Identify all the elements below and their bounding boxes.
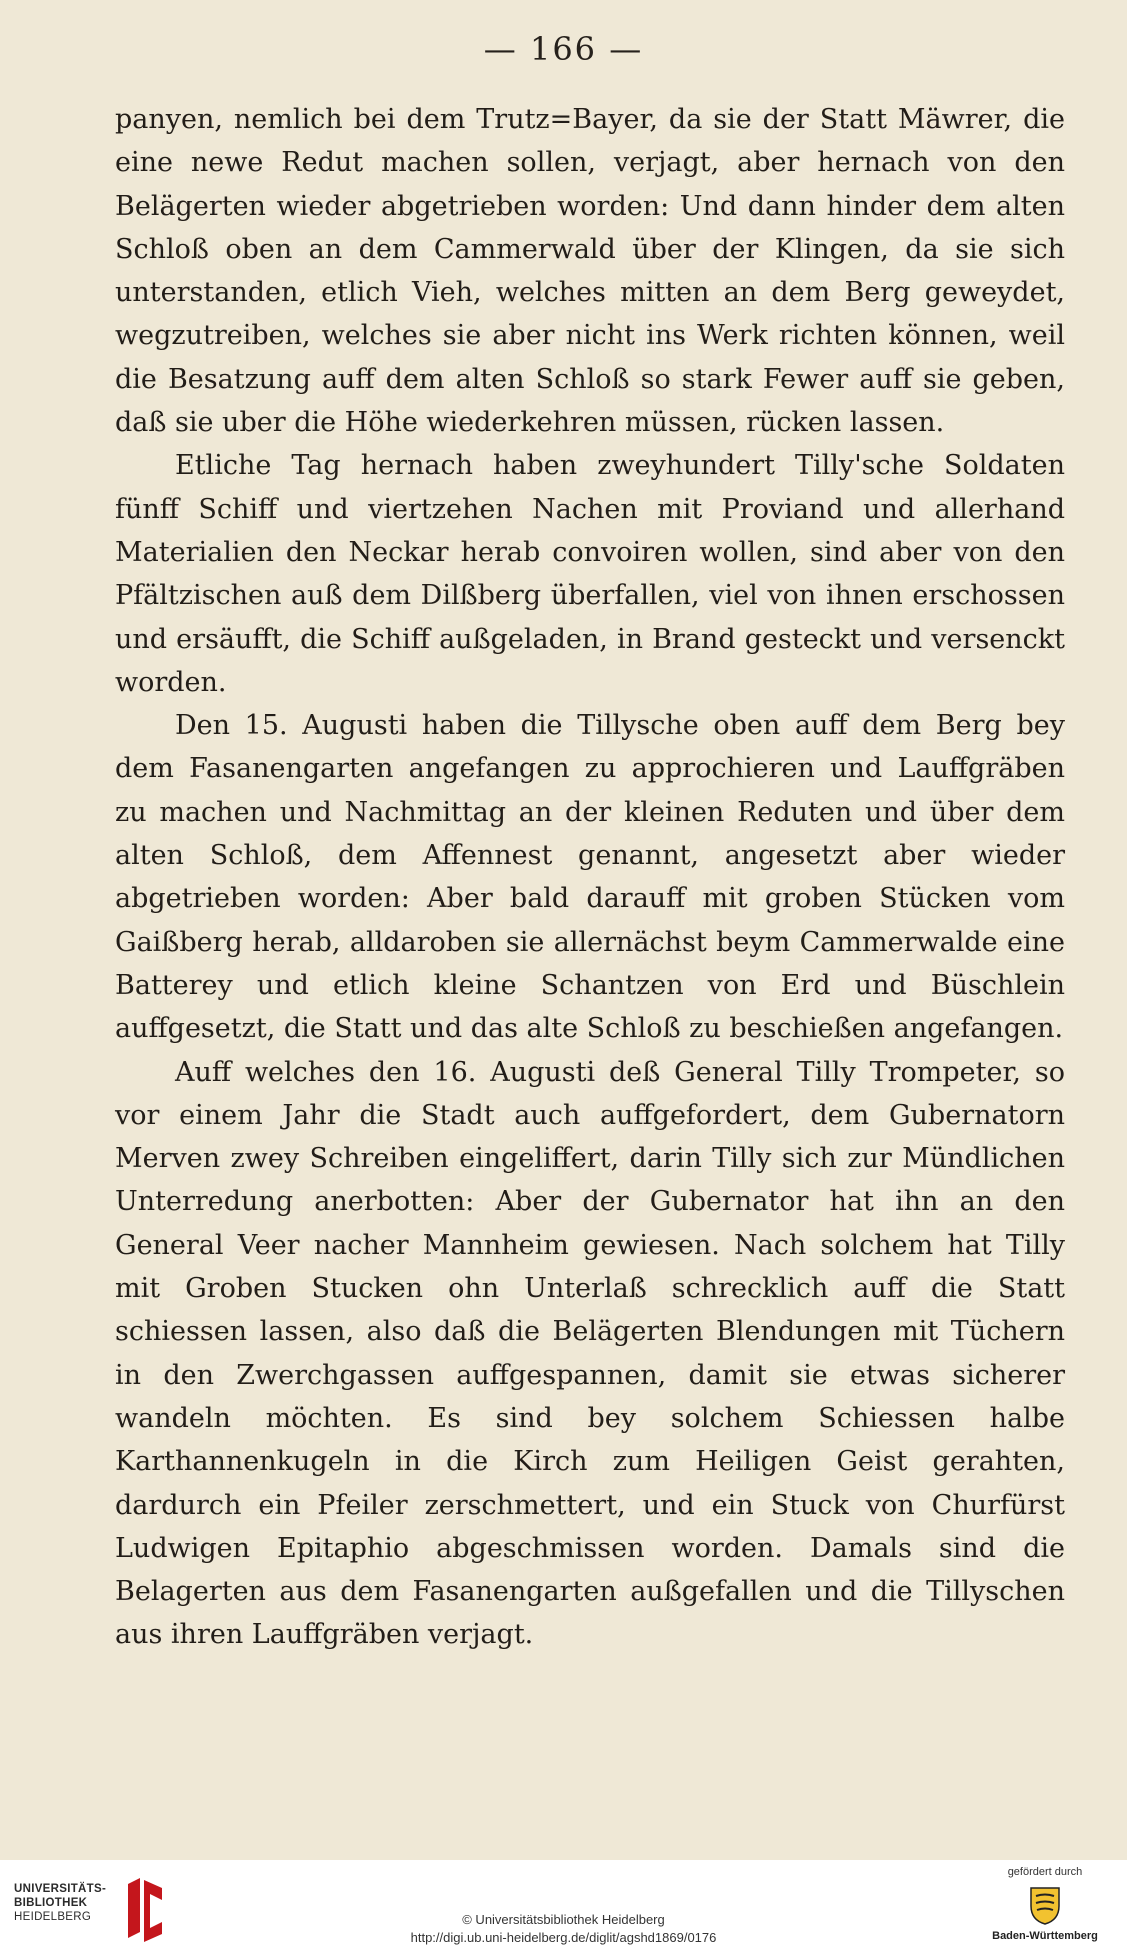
paragraph-3: Den 15. Augusti haben die Tillysche oben auff dem Berg bey dem Fasanengarten angefangen zu approchieren und Lauffgräben zu machen und Nachmittag an der kleinen Reduten und über dem alten Schloß, dem Affennest genannt, angesetzt aber wieder abgetrieben worden: Aber bald darauff mit groben Stücken vom Gaißberg herab, alldaroben sie allernächst beym Cammerwalde eine Batterey und etlich kleine Schantzen von Erd und Büschlein auffgesetzt, die Statt und das alte Schloß zu beschießen angefangen. xyxy=(115,710,1065,1045)
footer xyxy=(0,1860,1127,1954)
source-url[interactable]: http://digi.ub.uni-heidelberg.de/diglit/agshd1869/0176 xyxy=(410,1930,717,1945)
sponsor-block[interactable] xyxy=(975,1866,1115,1942)
paragraph-1: panyen, nemlich bei dem Trutz=Bayer, da sie der Statt Mäwrer, die eine newe Redut machen sollen, verjagt, aber hernach von den Belägerten wieder abgetrieben worden: Und dann hinder dem alten Schloß oben an dem Cammerwald über der Klingen, da sie sich unterstanden, etlich Vieh, welches mitten an dem Berg geweydet, wegzutreiben, welches sie aber nicht ins Werk richten können, weil die Besatzung auff dem alten Schloß so stark Fewer auff sie geben, daß sie uber die Höhe wiederkehren müssen, rücken lassen. xyxy=(115,104,1065,439)
sponsor-name: Baden-Württemberg xyxy=(992,1930,1098,1942)
sponsor-label: gefördert durch xyxy=(1007,1866,1083,1878)
page-number: — 166 — xyxy=(483,30,644,68)
body-text xyxy=(115,98,1065,1657)
coat-of-arms-icon xyxy=(1029,1884,1061,1926)
copyright-notice: © Universitätsbibliothek Heidelberg xyxy=(462,1912,665,1927)
paragraph-4: Auff welches den 16. Augusti deß General Tilly Trompeter, so vor einem Jahr die Stadt auch auffgefordert, dem Gubernatorn Merven zwey Schreiben eingeliffert, darin Tilly sich zur Mündlichen Unterredung anerbotten: Aber der Gubernator hat ihn an den General Veer nacher Mannheim gewiesen. Nach solchem hat Tilly mit Groben Stucken ohn Unterlaß schrecklich auff die Statt schiessen lassen, also daß die Belägerten Blendungen mit Tüchern in den Zwerchgassen auffgespannen, damit sie etwas sicherer wandeln möchten. Es sind bey solchem Schiessen halbe Karthannenkugeln in die Kirch zum Heiligen Geist gerahten, dardurch ein Pfeiler zerschmettert, und ein Stuck von Churfürst Ludwigen Epitaphio abgeschmissen worden. Damals sind die Belagerten aus dem Fasanengarten außgefallen und die Tillyschen aus ihren Lauffgräben verjagt. xyxy=(115,1056,1065,1651)
paragraph-2: Etliche Tag hernach haben zweyhundert Tilly'sche Soldaten fünff Schiff und viertzehen Nachen mit Proviand und allerhand Materialien den Neckar herab convoiren wollen, sind aber von den Pfältzischen auß dem Dilßberg überfallen, viel von ihnen erschossen und ersäufft, die Schiff außgeladen, in Brand gesteckt und versenckt worden. xyxy=(115,450,1065,698)
library-name: UNIVERSITÄTS- BIBLIOTHEK HEIDELBERG xyxy=(14,1883,107,1923)
